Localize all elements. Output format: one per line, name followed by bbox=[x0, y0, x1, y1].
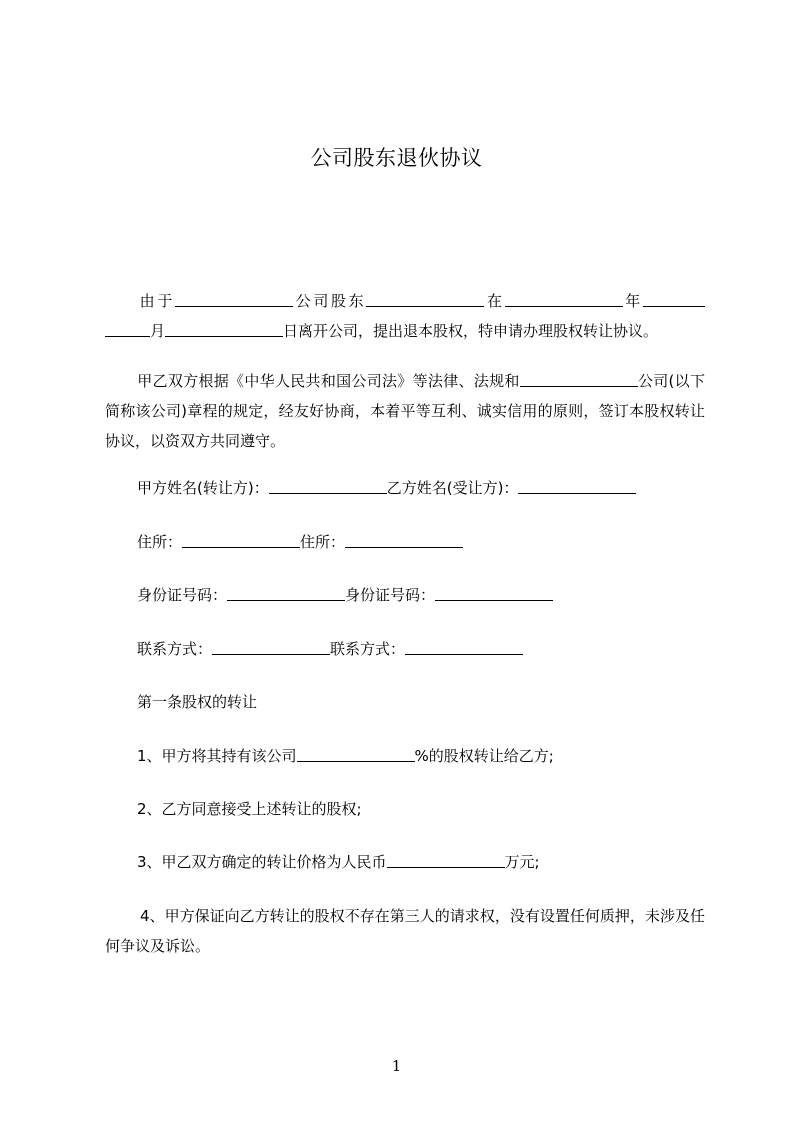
party-a-name-blank bbox=[269, 478, 387, 494]
basis-text-b: 公司(以下简称该公司)章程的规定，经友好协商，本着平等互利、诚实信用的原则，签订本股权转让协议，以资双方共同遵守。 bbox=[105, 372, 705, 450]
intro-text-b: 公司股东 bbox=[293, 292, 367, 310]
price-blank bbox=[387, 852, 505, 868]
share-percent-blank bbox=[297, 746, 415, 762]
party-a-name-label: 甲方姓名(转让方)： bbox=[137, 479, 269, 497]
party-b-address-blank bbox=[345, 532, 463, 548]
party-names-line bbox=[137, 473, 636, 503]
party-b-address-label: 住所： bbox=[300, 533, 346, 551]
party-a-contact-label: 联系方式： bbox=[137, 640, 213, 658]
date-blank bbox=[505, 291, 623, 307]
article1-item3 bbox=[137, 847, 540, 877]
item3-text-a: 3、甲乙双方确定的转让价格为人民币 bbox=[137, 853, 387, 871]
article1-item1 bbox=[137, 741, 554, 771]
party-b-contact-label: 联系方式： bbox=[330, 640, 406, 658]
intro-text-d: 年 bbox=[622, 292, 643, 310]
party-b-name-label: 乙方姓名(受让方)： bbox=[386, 479, 519, 497]
party-address-line bbox=[137, 527, 463, 557]
document-title: 公司股东退伙协议 bbox=[310, 146, 483, 170]
article1-heading: 第一条股权的转让 bbox=[137, 693, 258, 711]
intro-text-c: 在 bbox=[484, 292, 505, 310]
intro-text-e: 月 bbox=[150, 322, 166, 340]
item1-text-b: %的股权转让给乙方; bbox=[414, 747, 554, 765]
article1-item4 bbox=[105, 901, 705, 961]
party-a-address-blank bbox=[182, 532, 300, 548]
intro-text-a: 由于 bbox=[137, 292, 175, 310]
item4-text: 4、甲方保证向乙方转让的股权不存在第三人的请求权，没有设置任何质押，未涉及任何争议及诉讼。 bbox=[105, 907, 705, 955]
basis-paragraph bbox=[105, 366, 705, 456]
party-id-line bbox=[137, 580, 553, 610]
party-b-contact-blank bbox=[405, 639, 523, 655]
party-a-contact-blank bbox=[212, 639, 330, 655]
intro-paragraph bbox=[105, 286, 705, 346]
intro-text-f: 日离开公司，提出退本股权，特申请办理股权转让协议。 bbox=[283, 322, 659, 340]
item1-text-a: 1、甲方将其持有该公司 bbox=[137, 747, 297, 765]
day-blank bbox=[165, 321, 283, 337]
party-contact-line bbox=[137, 634, 523, 664]
company-name-blank-2 bbox=[520, 371, 638, 387]
item3-text-b: 万元; bbox=[504, 853, 540, 871]
party-a-id-blank bbox=[227, 585, 345, 601]
basis-text-a: 甲乙双方根据《中华人民共和国公司法》等法律、法规和 bbox=[137, 372, 520, 390]
party-a-id-label: 身份证号码： bbox=[137, 586, 228, 604]
party-b-id-label: 身份证号码： bbox=[345, 586, 436, 604]
shareholder-name-blank bbox=[366, 291, 484, 307]
company-name-blank bbox=[175, 291, 293, 307]
page-number: 1 bbox=[391, 1057, 402, 1075]
party-b-name-blank bbox=[518, 478, 636, 494]
article1-item2: 2、乙方同意接受上述转让的股权; bbox=[137, 800, 362, 818]
party-b-id-blank bbox=[435, 585, 553, 601]
year-blank bbox=[643, 291, 705, 307]
party-a-address-label: 住所： bbox=[137, 533, 183, 551]
month-blank-prefix bbox=[105, 321, 150, 337]
